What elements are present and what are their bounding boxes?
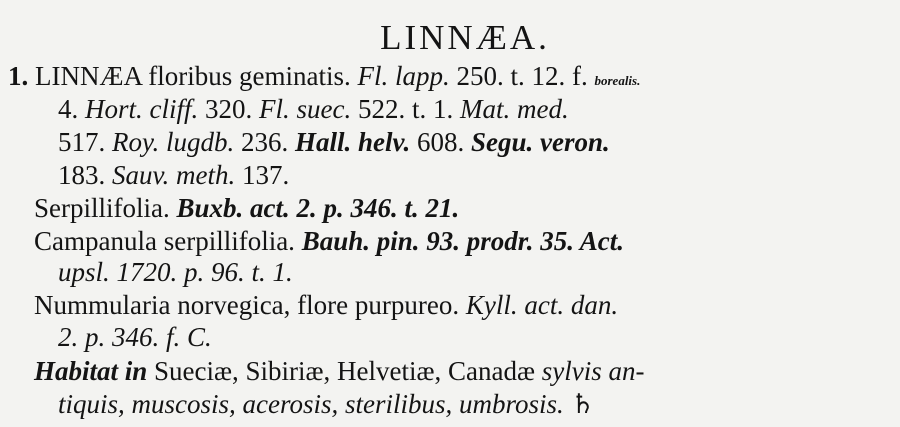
synonym-2	[34, 225, 624, 257]
reference-text: 250. t. 12. f.	[456, 61, 588, 91]
reference-text: 517.	[58, 127, 106, 157]
reference-text: 320.	[205, 94, 253, 124]
reference-seguier: Segu. veron.	[471, 127, 610, 157]
reference-text: 236.	[241, 127, 289, 157]
synonym-name: Nummularia norvegica, flore purpureo.	[34, 290, 460, 320]
entry-line-3	[58, 126, 610, 158]
reference-haller: Hall. helv.	[295, 127, 411, 157]
habitat-description-continued: tiquis, muscosis, acerosis, sterilibus, umbrosis.	[58, 389, 564, 419]
perennial-symbol: ♄	[570, 389, 595, 419]
entry-line-2	[58, 93, 569, 125]
diagnosis: floribus geminatis.	[148, 61, 351, 91]
synonym-reference: Bauh. pin. 93. prodr. 35. Act.	[301, 226, 625, 256]
genus-heading: LINNÆA.	[380, 18, 550, 57]
reference-flora-lapponica: Fl. lapp.	[357, 61, 450, 91]
reference-sauvages: Sauv. meth.	[112, 160, 236, 190]
reference-text: 137.	[241, 160, 290, 190]
habitat-description: sylvis an-	[541, 356, 645, 386]
reference-royen: Roy. lugdb.	[112, 127, 235, 157]
habitat-places: Sueciæ, Sibiriæ, Helvetiæ, Canadæ	[154, 356, 536, 386]
habitat-line-1	[34, 355, 645, 387]
synonym-2-continued: upsl. 1720. p. 96. t. 1.	[58, 257, 293, 287]
reference-flora-suecica: Fl. suec.	[259, 94, 352, 124]
synonym-3	[34, 289, 618, 321]
entry-line-1	[8, 60, 640, 97]
habitat-label: Habitat in	[34, 356, 148, 386]
synonym-1	[34, 192, 459, 224]
reference-text: 522. t. 1.	[357, 94, 454, 124]
synonym-name: Serpillifolia.	[34, 193, 170, 223]
synonym-reference: Buxb. act. 2. p. 346. t. 21.	[176, 193, 460, 223]
synonym-reference: Kyll. act. dan.	[465, 290, 619, 320]
synonym-name: Campanula serpillifolia.	[34, 226, 295, 256]
synonym-3-continued: 2. p. 346. f. C.	[58, 322, 212, 352]
species-number: 1.	[8, 61, 29, 91]
reference-materia-medica: Mat. med.	[460, 94, 569, 124]
entry-line-4	[58, 159, 289, 191]
genus-name: LINNÆA	[35, 61, 142, 91]
trivial-name: borealis.	[594, 73, 641, 88]
habitat-line-2	[58, 388, 595, 420]
reference-text: 608.	[417, 127, 465, 157]
reference-text: 183.	[58, 160, 106, 190]
reference-text: 4.	[58, 94, 79, 124]
reference-hortus-cliffortianus: Hort. cliff.	[85, 94, 199, 124]
